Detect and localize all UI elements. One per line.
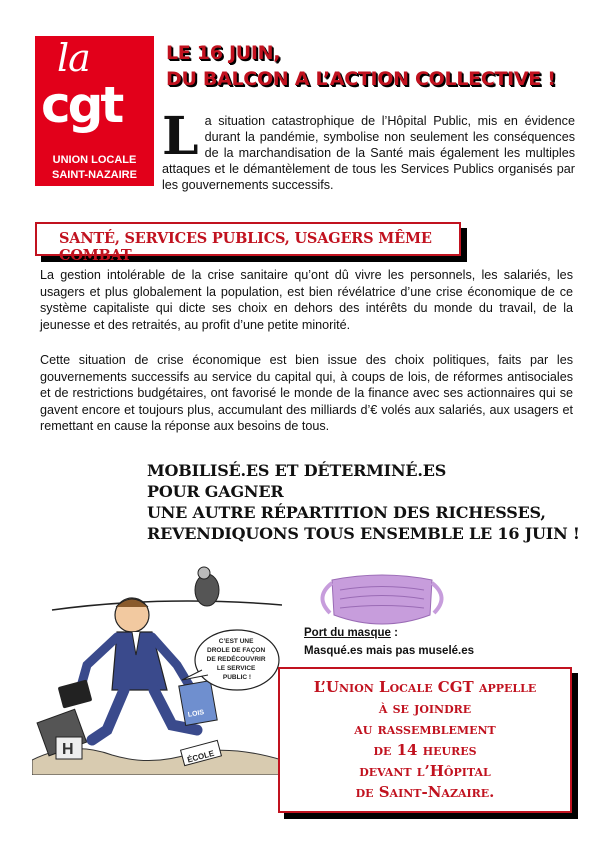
intro-paragraph <box>162 106 575 193</box>
bubble-line-4: LE SERVICE <box>216 665 256 672</box>
headline-line-2: DU BALCON A L’ACTION COLLECTIVE ! <box>166 68 556 90</box>
mask-caption-colon: : <box>390 627 398 639</box>
mask-caption-subtitle: Masqué.es mais pas muselé.es <box>304 645 475 657</box>
mask-caption-label: Port du masque <box>304 627 391 639</box>
headline <box>166 40 556 92</box>
appeal-line-4: de 14 heures <box>373 741 477 759</box>
headline-line-1: LE 16 JUIN, <box>166 42 281 64</box>
mask-icon <box>312 565 452 635</box>
banner-text: SANTÉ, SERVICES PUBLICS, USAGERS MÊME COMBAT <box>59 230 432 264</box>
intro-text: a situation catastrophique de l’Hôpital Public, mis en évidence durant la pandémie, symbolise non seulement les conséquences de la marchandisation de la Santé mais également les multiples attaques et le démantèlement de tous les Services Publics organisés par les gouvernements successifs. <box>162 114 575 192</box>
logo-la: la <box>57 36 90 80</box>
cgt-logo <box>35 36 154 186</box>
appeal-line-5: devant l’Hôpital <box>359 762 491 780</box>
appeal-line-2: à se joindre <box>378 699 472 717</box>
appeal-line-6: de Saint-Nazaire. <box>355 783 495 801</box>
call-to-action <box>147 460 580 544</box>
logo-cgt: cgt <box>41 76 122 134</box>
cartoon-illustration <box>32 555 282 775</box>
drop-cap: L <box>162 106 199 167</box>
appeal-box <box>278 667 572 813</box>
cartoon-folder-label: LOIS <box>187 709 205 719</box>
appeal-text <box>280 677 570 803</box>
section-banner <box>35 222 461 264</box>
logo-union-locale: UNION LOCALE <box>52 154 137 166</box>
cartoon-letter-h: H <box>62 741 74 758</box>
logo-saint-nazaire: SAINT-NAZAIRE <box>52 169 137 181</box>
bubble-line-5: PUBLIC ! <box>222 674 252 681</box>
appeal-line-1: L’Union Locale CGT appelle <box>313 678 537 696</box>
call-line-1: MOBILISÉ.ES ET DÉTERMINÉ.ES <box>147 461 447 480</box>
body-paragraph-2: Cette situation de crise économique est bien issue des choix politiques, faits par les gouvernements successifs au service du capital qui, à coups de lois, de réformes antisociales et de restrictions budgétaires, ont favorisé le monde de la finance avec ses actionnaires qui se gavent encore et toujours plus, accumulant des milliards d’€ volés aux salariés, aux usagers et remettant en cause la réponse aux besoins de tous. <box>40 353 573 433</box>
bubble-line-2: DROLE DE FAÇON <box>207 647 266 654</box>
cartoon-sign: ÉCOLE <box>186 748 216 765</box>
bubble-line-3: DE REDÉCOUVRIR <box>206 656 266 663</box>
call-line-3: UNE AUTRE RÉPARTITION DES RICHESSES, <box>147 503 546 522</box>
call-line-2: POUR GAGNER <box>147 482 284 501</box>
appeal-line-3: au rassemblement <box>354 720 496 738</box>
body-paragraph-1: La gestion intolérable de la crise sanitaire qu’ont dû vivre les personnels, les salariés, les usagers et plus globalement la population, est bien révélatrice d’une crise économique de ce système capitaliste qui dicte ses choix en dehors des intérêts du monde du travail, de la jeunesse et des retraités, au profit d’une petite minorité. <box>40 268 573 332</box>
bubble-line-1: C’EST UNE <box>218 638 254 645</box>
mask-caption-title <box>304 627 398 639</box>
call-line-4: REVENDIQUONS TOUS ENSEMBLE LE 16 JUIN ! <box>147 524 580 543</box>
